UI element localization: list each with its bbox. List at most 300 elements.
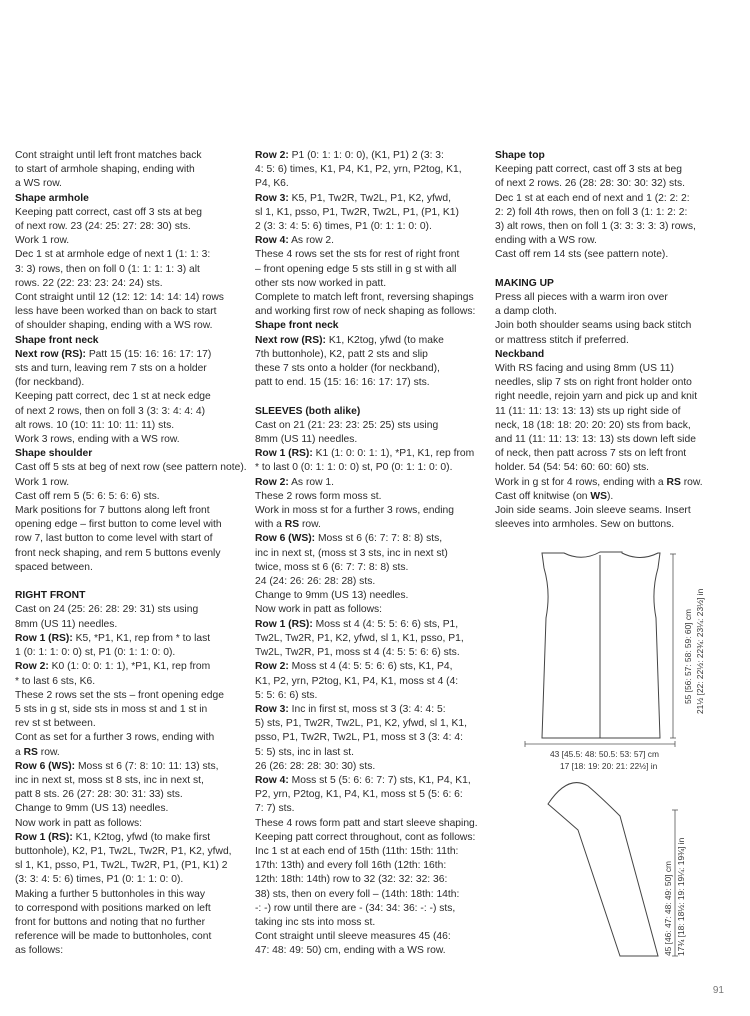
text-line xyxy=(15,888,247,902)
line-text: Work 1 row. xyxy=(15,476,70,488)
text-line xyxy=(255,291,488,305)
line-text: Moss st 4 (4: 5: 5: 6: 6) sts, K1, P4, xyxy=(291,661,453,673)
text-line xyxy=(495,461,735,475)
line-text: other sts now worked in patt. xyxy=(255,277,387,289)
line-text: Complete to match left front, reversing shapings xyxy=(255,292,474,304)
sleeve-length-in: 17¾ [18: 18½: 19: 19¼: 19¾] in xyxy=(676,837,686,956)
line-text: As row 2. xyxy=(291,235,334,247)
row-label: Row 3: xyxy=(255,703,289,715)
text-line xyxy=(15,703,247,717)
line-text: psso, P1, Tw2R, Tw2L, P1, moss st 3 (3: 4: 4: xyxy=(255,732,463,744)
text-line xyxy=(15,845,247,859)
row-label: Next row (RS): xyxy=(15,348,86,360)
line-text: rev st st between. xyxy=(15,718,96,730)
bold-term: WS xyxy=(590,490,607,502)
line-text: 7: 7) sts. xyxy=(255,803,295,815)
body-width-cm: 43 [45.5: 48: 50.5: 53: 57] cm xyxy=(550,749,659,759)
line-text: P2, yrn, P2tog, K1, P4, K1, moss st 5 (5: 6: 6: xyxy=(255,789,463,801)
text-line xyxy=(255,632,488,646)
bold-term: RS xyxy=(284,519,300,531)
line-text: inc in next st, (moss st 3 sts, inc in next st) xyxy=(255,547,448,559)
text-line xyxy=(15,916,247,930)
line-text: 12th: 18th: 14th) row to 32 (32: 32: 32: 36: xyxy=(255,874,448,886)
line-text: Keeping patt correct throughout, cont as follows: xyxy=(255,831,476,843)
line-text: P1 (0: 1: 1: 0: 0), (K1, P1) 2 (3: 3: xyxy=(291,150,444,161)
text-line xyxy=(255,575,488,589)
text-line xyxy=(255,774,488,788)
text-line xyxy=(15,277,247,291)
line-text: Cast off rem 14 sts (see pattern note). xyxy=(495,249,669,261)
line-text: Moss st 6 (7: 8: 10: 11: 13) sts, xyxy=(77,760,219,772)
line-text: a xyxy=(15,746,21,758)
text-line xyxy=(255,220,488,234)
line-text: Work in g st for 4 rows, ending with a xyxy=(495,476,664,488)
text-line xyxy=(495,476,735,490)
text-line xyxy=(495,248,735,262)
text-line xyxy=(255,916,488,930)
line-text: 26 (26: 28: 28: 30: 30) sts. xyxy=(255,760,376,772)
line-text: * to last 0 (0: 1: 1: 0: 0) st, P0 (0: 1: 1: 0: 0). xyxy=(255,462,453,474)
text-line xyxy=(255,263,488,277)
text-line xyxy=(15,930,247,944)
line-text: opening edge – first button to come level with xyxy=(15,519,222,531)
line-text: Dec 1 st at each end of next and 1 (2: 2: 2: xyxy=(495,192,690,204)
text-line xyxy=(255,192,488,206)
text-line xyxy=(15,675,247,689)
line-text: K5, *P1, K1, rep from * to last xyxy=(75,632,211,644)
line-text: inc in next st, moss st 8 sts, inc in next st, xyxy=(15,774,204,786)
text-line xyxy=(255,490,488,504)
text-line xyxy=(15,305,247,319)
section-heading: RIGHT FRONT xyxy=(15,590,86,602)
body-height-cm: 55 [56: 57: 58: 59: 60] cm xyxy=(683,609,693,704)
line-text: Moss st 5 (5: 6: 6: 7: 7) sts, K1, P4, K1, xyxy=(291,774,471,786)
spacer xyxy=(255,390,488,404)
text-line xyxy=(255,788,488,802)
line-text: Cast on 21 (21: 23: 23: 25: 25) sts using xyxy=(255,419,439,431)
line-text: Keeping patt correct, cast off 3 sts at beg xyxy=(15,206,202,218)
line-text: 47: 48: 49: 50) cm, ending with a WS row. xyxy=(255,945,446,957)
line-text: sl 1, K1, psso, P1, Tw2L, Tw2R, P1, (P1, K1) 2 xyxy=(15,860,228,872)
text-line xyxy=(15,419,247,433)
line-text: As row 1. xyxy=(291,476,334,488)
text-line xyxy=(15,405,247,419)
line-text: Join side seams. Join sleeve seams. Insert xyxy=(495,505,691,517)
row-label: Row 4: xyxy=(255,235,289,247)
line-text: of next 2 rows. 26 (28: 28: 30: 30: 32) sts. xyxy=(495,178,686,190)
line-text: Cast off rem 5 (5: 6: 5: 6: 6) sts. xyxy=(15,490,160,502)
section-heading: SLEEVES (both alike) xyxy=(255,405,361,417)
text-line xyxy=(495,177,735,191)
line-text: Join both shoulder seams using back stitch xyxy=(495,320,692,332)
line-text-end: row. xyxy=(40,746,60,758)
line-text: These 4 rows set the sts for rest of right front xyxy=(255,249,460,261)
text-line xyxy=(255,902,488,916)
text-line xyxy=(495,206,735,220)
text-line xyxy=(255,703,488,717)
line-text: These 2 rows form moss st. xyxy=(255,490,382,502)
line-text: Mark positions for 7 buttons along left front xyxy=(15,505,210,517)
line-text: ending with a WS row. xyxy=(495,235,597,247)
text-line xyxy=(15,603,247,617)
text-line xyxy=(15,220,247,234)
line-text: neck, 18 (18: 18: 20: 20: 20) sts from back, xyxy=(495,419,691,431)
line-text: Work 3 rows, ending with a WS row. xyxy=(15,434,180,446)
column-left xyxy=(15,149,247,959)
text-line xyxy=(15,348,247,362)
body-schematic xyxy=(542,552,660,738)
line-text: rows. 22 (22: 23: 23: 24: 24) sts. xyxy=(15,277,163,289)
text-line xyxy=(15,760,247,774)
line-text: Now work in patt as follows: xyxy=(15,817,143,829)
line-text: (for neckband). xyxy=(15,377,85,389)
text-line xyxy=(255,845,488,859)
body-height-arrow xyxy=(670,554,676,738)
text-line xyxy=(255,873,488,887)
text-line xyxy=(255,447,488,461)
text-line xyxy=(255,476,488,490)
bold-term: RS xyxy=(23,746,38,758)
line-text: row 7, last button to come level with start of xyxy=(15,533,213,545)
text-line xyxy=(495,234,735,248)
text-line xyxy=(495,319,735,333)
line-text: with a xyxy=(255,519,282,531)
sleeve-schematic xyxy=(548,783,658,956)
bold-term: RS xyxy=(666,476,681,488)
text-line xyxy=(15,476,247,490)
line-text: 5: 5: 6: 6) sts. xyxy=(255,689,318,701)
column-right xyxy=(495,149,735,532)
text-line xyxy=(15,717,247,731)
line-text: sleeves into armholes. Sew on buttons. xyxy=(495,519,675,531)
line-text: alt rows. 10 (10: 11: 10: 11: 11) sts. xyxy=(15,419,175,431)
text-line xyxy=(255,163,488,177)
text-line xyxy=(495,220,735,234)
line-text: needles, slip 7 sts on right front holder onto xyxy=(495,377,692,389)
text-line xyxy=(15,731,247,745)
line-text: Cont straight until 12 (12: 12: 14: 14: 14) rows xyxy=(15,292,224,304)
line-text: of neck, then patt across 7 sts on left front xyxy=(495,448,687,460)
text-line xyxy=(495,362,735,376)
line-text: to correspond with positions marked on left xyxy=(15,902,211,914)
line-text: sl 1, K1, psso, P1, Tw2R, Tw2L, P1, (P1, K1) xyxy=(255,206,459,218)
line-text: 8mm (US 11) needles. xyxy=(15,618,118,630)
row-label: Row 1 (RS): xyxy=(15,831,73,843)
line-text: sts and turn, leaving rem 7 sts on a holder xyxy=(15,363,207,375)
row-label: Row 1 (RS): xyxy=(15,632,73,644)
text-line xyxy=(495,334,735,348)
line-text: Press all pieces with a warm iron over xyxy=(495,292,668,304)
body-width-arrow xyxy=(525,741,675,747)
text-line xyxy=(15,944,247,958)
section-heading: Shape armhole xyxy=(15,192,89,204)
text-line xyxy=(15,248,247,262)
text-line xyxy=(495,192,735,206)
line-text: Cast off 5 sts at beg of next row (see pattern note). xyxy=(15,462,247,474)
text-line xyxy=(255,618,488,632)
text-line xyxy=(15,291,247,305)
line-text: Inc in first st, moss st 3 (3: 4: 4: 5: xyxy=(291,703,446,715)
row-label: Row 6 (WS): xyxy=(15,760,76,772)
line-text: patt 8 sts. 26 (27: 28: 30: 31: 33) sts. xyxy=(15,789,183,801)
line-text: Now work in patt as follows: xyxy=(255,604,383,616)
line-text: Tw2L, Tw2R, P1, K2, yfwd, sl 1, K1, psso, P1, xyxy=(255,632,464,644)
line-text: P4, K6. xyxy=(255,178,289,190)
text-line xyxy=(495,305,735,319)
text-line xyxy=(255,717,488,731)
line-text: of shoulder shaping, ending with a WS row. xyxy=(15,320,213,332)
text-line xyxy=(495,291,735,305)
text-line xyxy=(15,817,247,831)
text-line xyxy=(15,206,247,220)
text-line xyxy=(255,433,488,447)
line-text: K1, P2, yrn, P2tog, K1, P4, K1, moss st 4 (4: xyxy=(255,675,459,687)
line-text: to start of armhole shaping, ending with xyxy=(15,164,195,176)
line-text: (3: 3: 4: 5: 6) times, P1 (0: 1: 1: 0: 0). xyxy=(15,874,184,886)
line-text: as follows: xyxy=(15,945,64,957)
line-text: Work 1 row. xyxy=(15,235,70,247)
line-text: Inc 1 st at each end of 15th (11th: 15th: 11th: xyxy=(255,845,459,857)
text-line xyxy=(255,689,488,703)
line-text: 38) sts, then on every foll – (14th: 18th: 14th: xyxy=(255,888,460,900)
row-label: Row 2: xyxy=(15,661,49,673)
row-label: Row 3: xyxy=(255,192,289,204)
text-line xyxy=(255,532,488,546)
line-text: * to last 6 sts, K6. xyxy=(15,675,96,687)
line-text: and working first row of neck shaping as follows: xyxy=(255,306,476,318)
text-line xyxy=(255,547,488,561)
text-line xyxy=(15,433,247,447)
line-text: or mattress stitch if preferred. xyxy=(495,334,629,346)
text-line xyxy=(15,461,247,475)
section-heading: Neckband xyxy=(495,348,545,360)
line-text: Dec 1 st at armhole edge of next 1 (1: 1: 3: xyxy=(15,249,211,261)
text-line xyxy=(15,646,247,660)
text-line xyxy=(255,206,488,220)
line-text: K1, K2tog, yfwd (to make xyxy=(328,334,444,346)
text-line xyxy=(15,177,247,191)
spacer xyxy=(15,575,247,589)
text-line xyxy=(15,234,247,248)
text-line xyxy=(15,163,247,177)
line-text: K1, K2tog, yfwd (to make first xyxy=(75,831,211,843)
text-line xyxy=(15,532,247,546)
text-line xyxy=(255,660,488,674)
text-line xyxy=(15,319,247,333)
line-text: Moss st 4 (4: 5: 5: 6: 6) sts, P1, xyxy=(315,618,459,630)
text-line xyxy=(255,248,488,262)
line-text: With RS facing and using 8mm (US 11) xyxy=(495,363,674,375)
line-text: taking inc sts into moss st. xyxy=(255,916,376,928)
line-text: and 11 (11: 11: 13: 13: 13) sts down left side xyxy=(495,434,696,446)
row-label: Row 4: xyxy=(255,774,289,786)
spacer xyxy=(495,263,735,277)
line-text: -: -) row until there are - (34: 34: 36: -: -) sts, xyxy=(255,902,456,914)
text-line xyxy=(15,376,247,390)
text-line xyxy=(255,888,488,902)
text-line xyxy=(255,518,488,532)
text-line xyxy=(255,234,488,248)
text-line xyxy=(495,163,735,177)
text-line xyxy=(255,802,488,816)
section-heading: Shape shoulder xyxy=(15,448,93,460)
row-label: Row 6 (WS): xyxy=(255,533,316,545)
text-line xyxy=(495,433,735,447)
text-line xyxy=(15,632,247,646)
page-number: 91 xyxy=(712,985,724,996)
section-heading: Shape top xyxy=(495,150,545,161)
text-line xyxy=(15,873,247,887)
text-line xyxy=(255,646,488,660)
text-line xyxy=(255,859,488,873)
text-line xyxy=(15,518,247,532)
text-line xyxy=(495,419,735,433)
text-line xyxy=(255,504,488,518)
line-text: twice, moss st 6 (6: 7: 7: 8: 8) sts. xyxy=(255,561,409,573)
text-line xyxy=(255,760,488,774)
line-text: 2: 2) foll 4th rows, then on foll 3 (1: 1: 2: 2: xyxy=(495,206,688,218)
line-text: 5: 5) sts, inc in last st. xyxy=(255,746,354,758)
row-label: Next row (RS): xyxy=(255,334,326,346)
line-text: Cast off knitwise (on xyxy=(495,490,588,502)
line-text: Keeping patt correct, dec 1 st at neck edge xyxy=(15,391,211,403)
text-line xyxy=(15,504,247,518)
text-line xyxy=(495,376,735,390)
text-line xyxy=(255,419,488,433)
line-text: K0 (1: 0: 0: 1: 1), *P1, K1, rep from xyxy=(51,661,211,673)
line-text: 11 (11: 11: 13: 13: 13) sts up right side of xyxy=(495,405,681,417)
text-line xyxy=(255,305,488,319)
section-heading: Shape front neck xyxy=(15,334,99,346)
line-text: Cast on 24 (25: 26: 28: 29: 31) sts using xyxy=(15,604,199,616)
line-text: a WS row. xyxy=(15,178,62,190)
line-text: reference will be made to buttonholes, cont xyxy=(15,931,212,943)
row-label: Row 1 (RS): xyxy=(255,448,313,460)
line-text: 2 (3: 3: 4: 5: 6) times, P1 (0: 1: 1: 0: 0). xyxy=(255,221,432,233)
text-line xyxy=(255,675,488,689)
text-line xyxy=(255,603,488,617)
text-line xyxy=(495,390,735,404)
column-middle xyxy=(255,149,488,959)
line-text: front neck shaping, and rem 5 buttons evenly xyxy=(15,547,221,559)
line-text-end: row. xyxy=(683,476,703,488)
sleeve-length-cm: 45 [46: 47: 48: 49: 50] cm xyxy=(663,861,673,956)
text-line xyxy=(15,490,247,504)
line-text: Change to 9mm (US 13) needles. xyxy=(255,590,409,602)
text-line xyxy=(15,902,247,916)
text-line xyxy=(15,547,247,561)
line-text-end: row. xyxy=(301,519,321,531)
text-line xyxy=(255,362,488,376)
text-line xyxy=(15,774,247,788)
line-text: less have been worked than on back to start xyxy=(15,306,217,318)
text-line xyxy=(495,447,735,461)
line-text: Cont straight until sleeve measures 45 (46: xyxy=(255,931,451,943)
line-text: spaced between. xyxy=(15,561,93,573)
line-text: patt to end. 15 (15: 16: 16: 17: 17) sts. xyxy=(255,377,430,389)
line-text: 4: 5: 6) times, K1, P4, K1, P2, yrn, P2tog, K1, xyxy=(255,164,462,176)
line-text: Keeping patt correct, cast off 3 sts at beg xyxy=(495,164,682,176)
text-line xyxy=(15,263,247,277)
text-line xyxy=(15,390,247,404)
line-text: 17th: 13th) and every foll 16th (12th: 16th: xyxy=(255,860,447,872)
line-text: – front opening edge 5 sts still in g st with all xyxy=(255,263,457,275)
text-line xyxy=(255,944,488,958)
text-line xyxy=(255,376,488,390)
line-text: holder. 54 (54: 54: 60: 60: 60) sts. xyxy=(495,462,649,474)
text-line xyxy=(15,802,247,816)
line-text: buttonhole), K2, P1, Tw2L, Tw2R, P1, K2, yfwd, xyxy=(15,845,232,857)
line-text: of next 2 rows, then on foll 3 (3: 3: 4: 4: 4) xyxy=(15,405,206,417)
row-label: Row 1 (RS): xyxy=(255,618,313,630)
row-label: Row 2: xyxy=(255,476,289,488)
text-line xyxy=(255,348,488,362)
text-line xyxy=(495,518,735,532)
line-text: 1 (0: 1: 1: 0: 0) st, P1 (0: 1: 1: 0: 0). xyxy=(15,647,176,659)
text-line xyxy=(255,561,488,575)
line-text: These 2 rows set the sts – front opening edge xyxy=(15,689,224,701)
text-line xyxy=(255,930,488,944)
line-text: these 7 sts onto a holder (for neckband), xyxy=(255,363,440,375)
line-text: 8mm (US 11) needles. xyxy=(255,434,358,446)
text-line xyxy=(255,746,488,760)
text-line xyxy=(15,788,247,802)
line-text: 24 (24: 26: 26: 28: 28) sts. xyxy=(255,576,376,588)
text-line xyxy=(15,689,247,703)
line-text: Moss st 6 (6: 7: 7: 8: 8) sts, xyxy=(317,533,443,545)
line-text: 3) alt rows, then on foll 1 (3: 3: 3: 3: 3) rows, xyxy=(495,221,696,233)
section-heading: Shape front neck xyxy=(255,320,339,332)
line-text: Making a further 5 buttonholes in this way xyxy=(15,888,206,900)
line-text: Change to 9mm (US 13) needles. xyxy=(15,803,169,815)
text-line xyxy=(15,859,247,873)
line-text-end: ). xyxy=(607,490,614,502)
line-text: right needle, rejoin yarn and pick up and knit xyxy=(495,391,698,403)
text-line xyxy=(15,660,247,674)
row-label: Row 2: xyxy=(255,150,289,161)
line-text: K1 (1: 0: 0: 1: 1), *P1, K1, rep from xyxy=(315,448,475,460)
line-text: Cont as set for a further 3 rows, ending with xyxy=(15,732,215,744)
garment-schematics xyxy=(510,548,740,968)
text-line xyxy=(15,746,247,760)
text-line xyxy=(255,461,488,475)
line-text: front for buttons and noting that no further xyxy=(15,916,206,928)
text-line xyxy=(15,618,247,632)
text-line xyxy=(15,831,247,845)
text-line xyxy=(255,334,488,348)
row-label: Row 2: xyxy=(255,661,289,673)
text-line xyxy=(255,589,488,603)
line-text: 5 sts in g st, side sts in moss st and 1 st in xyxy=(15,703,208,715)
line-text: 7th buttonhole), K2, patt 2 sts and slip xyxy=(255,348,428,360)
text-line xyxy=(255,277,488,291)
line-text: of next row. 23 (24: 25: 27: 28: 30) sts. xyxy=(15,221,191,233)
body-height-in: 21½ [22: 22½: 22¾: 23¼: 23½] in xyxy=(695,588,705,714)
line-text: Work in moss st for a further 3 rows, ending xyxy=(255,505,454,517)
text-line xyxy=(255,817,488,831)
text-line xyxy=(255,831,488,845)
line-text: a damp cloth. xyxy=(495,306,557,318)
line-text: 5) sts, P1, Tw2R, Tw2L, P1, K2, yfwd, sl 1, K1, xyxy=(255,718,467,730)
text-line xyxy=(495,504,735,518)
text-line xyxy=(255,731,488,745)
text-line xyxy=(15,561,247,575)
text-line xyxy=(255,149,488,163)
line-text: Patt 15 (15: 16: 16: 17: 17) xyxy=(88,348,212,360)
text-line xyxy=(15,149,247,163)
section-heading: MAKING UP xyxy=(495,277,554,289)
text-line xyxy=(495,405,735,419)
